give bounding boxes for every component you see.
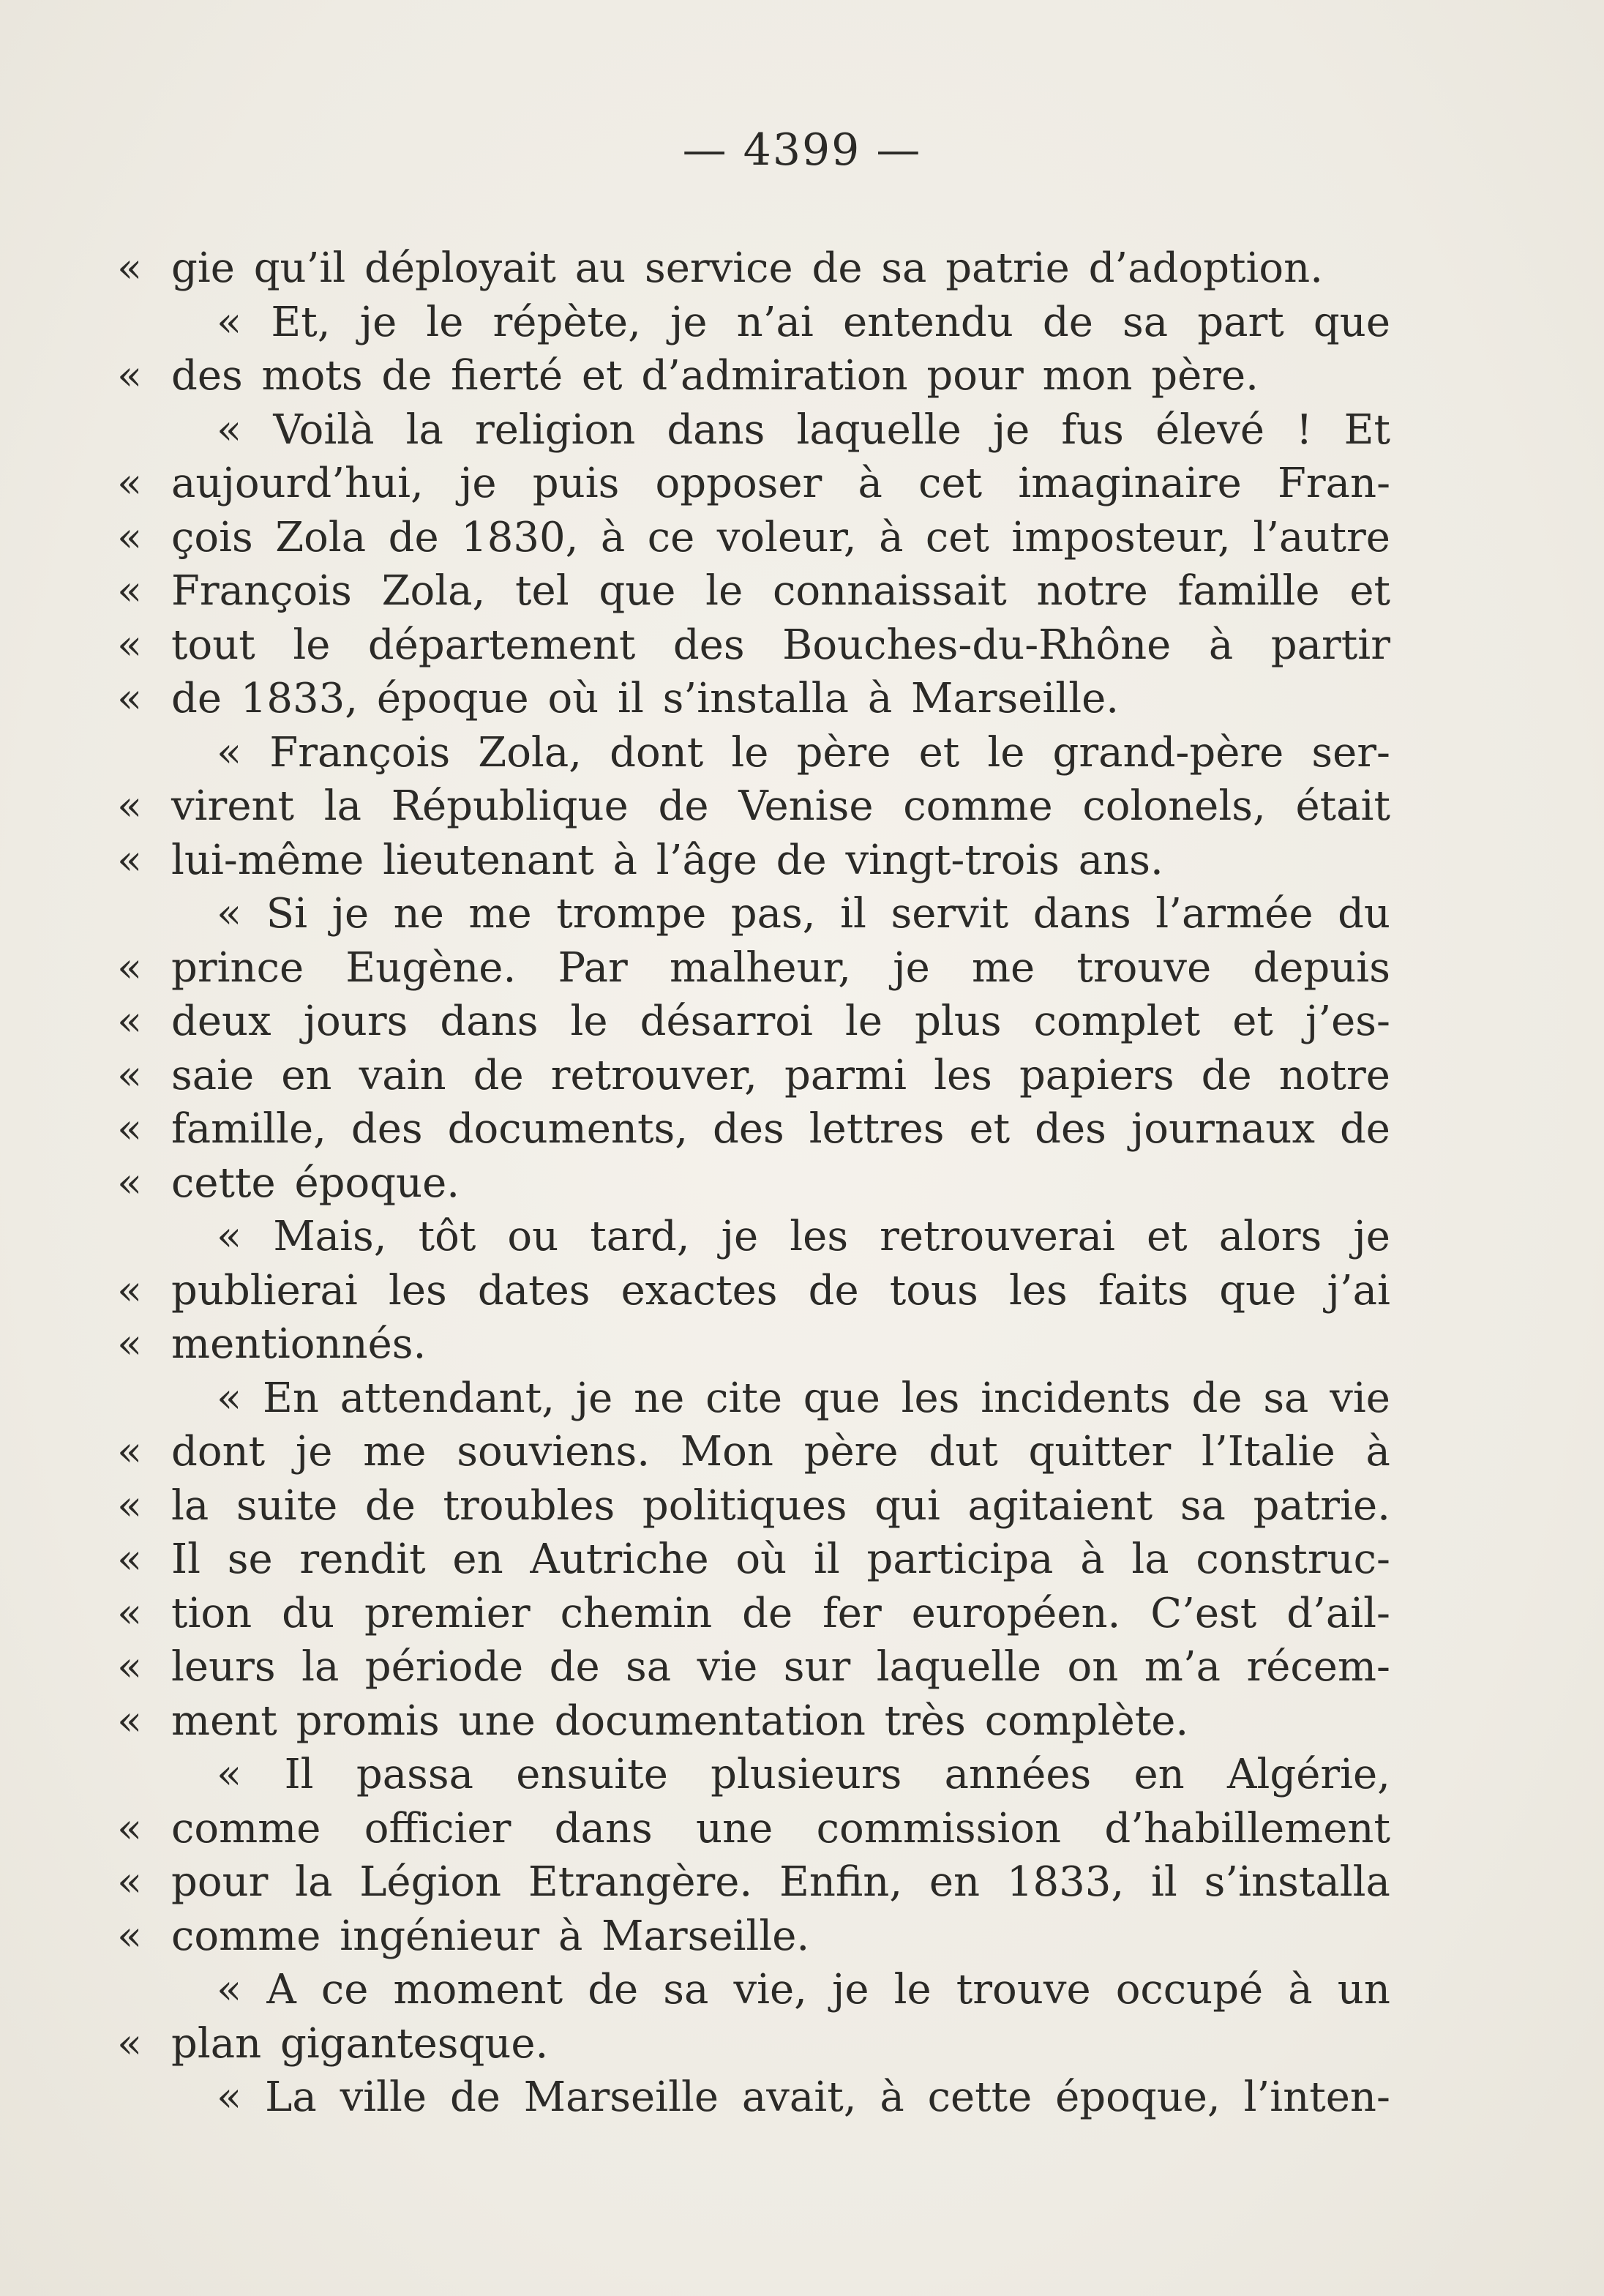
line-text: la suite de troubles politiques qui agitaient sa patrie. xyxy=(171,1481,1390,1530)
line-text: « A ce moment de sa vie, je le trouve occupé à un xyxy=(217,1966,1390,2013)
continuation-guillemet: « xyxy=(117,1051,143,1099)
text-line xyxy=(117,1910,1390,1964)
continuation-guillemet: « xyxy=(117,352,143,400)
page-number: — 4399 — xyxy=(682,124,922,176)
continuation-guillemet: « xyxy=(117,675,143,722)
text-line xyxy=(117,1264,1390,1318)
line-text: dont je me souviens. Mon père dut quitter l’Italie à xyxy=(171,1428,1390,1476)
line-text: « En attendant, je ne cite que les incidents de sa vie xyxy=(217,1374,1390,1422)
text-line xyxy=(117,834,1390,888)
line-text: des mots de fierté et d’admiration pour mon père. xyxy=(171,352,1259,400)
text-line xyxy=(117,1587,1390,1641)
line-text: de 1833, époque où il s’installa à Marseille. xyxy=(171,675,1120,722)
line-text: comme ingénieur à Marseille. xyxy=(171,1912,810,1960)
text-line xyxy=(117,995,1390,1049)
continuation-guillemet: « xyxy=(117,1481,143,1530)
text-line xyxy=(117,726,1390,780)
line-text: publierai les dates exactes de tous les faits que j’ai xyxy=(171,1266,1390,1315)
line-text: aujourd’hui, je puis opposer à cet imaginaire Fran- xyxy=(171,460,1390,507)
text-line xyxy=(117,1425,1390,1479)
line-text: tion du premier chemin de fer européen. C’est d’ail- xyxy=(171,1589,1390,1637)
text-line xyxy=(117,1479,1390,1533)
continuation-guillemet: « xyxy=(117,621,143,669)
continuation-guillemet: « xyxy=(117,1536,143,1583)
line-text: lui-même lieutenant à l’âge de vingt-trois ans. xyxy=(171,836,1163,884)
continuation-guillemet: « xyxy=(117,244,143,292)
text-line xyxy=(117,1640,1390,1694)
continuation-guillemet: « xyxy=(117,998,143,1045)
line-text: famille, des documents, des lettres et des journaux de xyxy=(171,1105,1390,1153)
text-line xyxy=(117,242,1390,296)
line-text: « Si je ne me trompe pas, il servit dans l’armée du xyxy=(217,890,1390,938)
continuation-guillemet: « xyxy=(117,943,143,992)
continuation-guillemet: « xyxy=(117,1266,143,1315)
text-line xyxy=(117,1049,1390,1103)
line-text: leurs la période de sa vie sur laquelle on m’a récem- xyxy=(171,1643,1390,1691)
continuation-guillemet: « xyxy=(117,1697,143,1745)
line-text: « Voilà la religion dans laquelle je fus élevé ! Et xyxy=(217,405,1390,454)
text-line xyxy=(117,2017,1390,2071)
line-text: saie en vain de retrouver, parmi les papiers de notre xyxy=(171,1051,1390,1099)
line-text: tout le département des Bouches-du-Rhône à partir xyxy=(171,621,1390,669)
text-line xyxy=(117,457,1390,511)
text-line xyxy=(117,1694,1390,1749)
line-text: cette époque. xyxy=(171,1159,460,1207)
body-text xyxy=(117,242,1390,2125)
continuation-guillemet: « xyxy=(117,1858,143,1906)
continuation-guillemet: « xyxy=(117,1159,143,1207)
text-line xyxy=(117,1210,1390,1264)
text-line xyxy=(117,403,1390,457)
continuation-guillemet: « xyxy=(117,836,143,884)
line-text: « François Zola, dont le père et le grand-père ser- xyxy=(217,728,1390,777)
text-line xyxy=(117,779,1390,834)
continuation-guillemet: « xyxy=(117,460,143,507)
text-line xyxy=(117,1748,1390,1802)
continuation-guillemet: « xyxy=(117,1643,143,1691)
text-line xyxy=(117,1102,1390,1156)
continuation-guillemet: « xyxy=(117,1320,143,1368)
text-line xyxy=(117,672,1390,726)
continuation-guillemet: « xyxy=(117,1912,143,1960)
text-line xyxy=(117,564,1390,618)
continuation-guillemet: « xyxy=(117,567,143,615)
text-line xyxy=(117,296,1390,350)
line-text: pour la Légion Etrangère. Enfin, en 1833, il s’installa xyxy=(171,1858,1390,1906)
text-line xyxy=(117,887,1390,941)
line-text: « Et, je le répète, je n’ai entendu de sa part que xyxy=(217,298,1390,346)
text-line xyxy=(117,1855,1390,1910)
continuation-guillemet: « xyxy=(117,1428,143,1476)
line-text: ment promis une documentation très complète. xyxy=(171,1697,1189,1745)
text-line xyxy=(117,618,1390,673)
text-line xyxy=(117,511,1390,565)
line-text: comme officier dans une commission d’habillement xyxy=(171,1804,1390,1852)
line-text: « Il passa ensuite plusieurs années en Algérie, xyxy=(217,1751,1390,1798)
line-text: Il se rendit en Autriche où il participa à la construc- xyxy=(171,1536,1390,1583)
continuation-guillemet: « xyxy=(117,1105,143,1153)
continuation-guillemet: « xyxy=(117,2019,143,2068)
line-text: « La ville de Marseille avait, à cette époque, l’inten- xyxy=(217,2073,1390,2121)
text-line xyxy=(117,1802,1390,1856)
line-text: plan gigantesque. xyxy=(171,2019,549,2068)
line-text: virent la République de Venise comme colonels, était xyxy=(171,782,1390,830)
text-line xyxy=(117,349,1390,403)
text-line xyxy=(117,1533,1390,1587)
line-text: prince Eugène. Par malheur, je me trouve depuis xyxy=(171,943,1390,992)
line-text: çois Zola de 1830, à ce voleur, à cet imposteur, l’autre xyxy=(171,513,1390,561)
continuation-guillemet: « xyxy=(117,782,143,830)
text-line xyxy=(117,1156,1390,1211)
text-line xyxy=(117,1372,1390,1426)
text-line xyxy=(117,1963,1390,2017)
line-text: gie qu’il déployait au service de sa patrie d’adoption. xyxy=(171,244,1324,292)
text-line xyxy=(117,941,1390,995)
line-text: deux jours dans le désarroi le plus complet et j’es- xyxy=(171,998,1390,1045)
line-text: mentionnés. xyxy=(171,1320,427,1368)
line-text: François Zola, tel que le connaissait notre famille et xyxy=(171,567,1390,615)
text-line xyxy=(117,1317,1390,1372)
text-line xyxy=(117,2071,1390,2125)
continuation-guillemet: « xyxy=(117,513,143,561)
continuation-guillemet: « xyxy=(117,1804,143,1852)
line-text: « Mais, tôt ou tard, je les retrouverai et alors je xyxy=(217,1213,1390,1260)
continuation-guillemet: « xyxy=(117,1589,143,1637)
